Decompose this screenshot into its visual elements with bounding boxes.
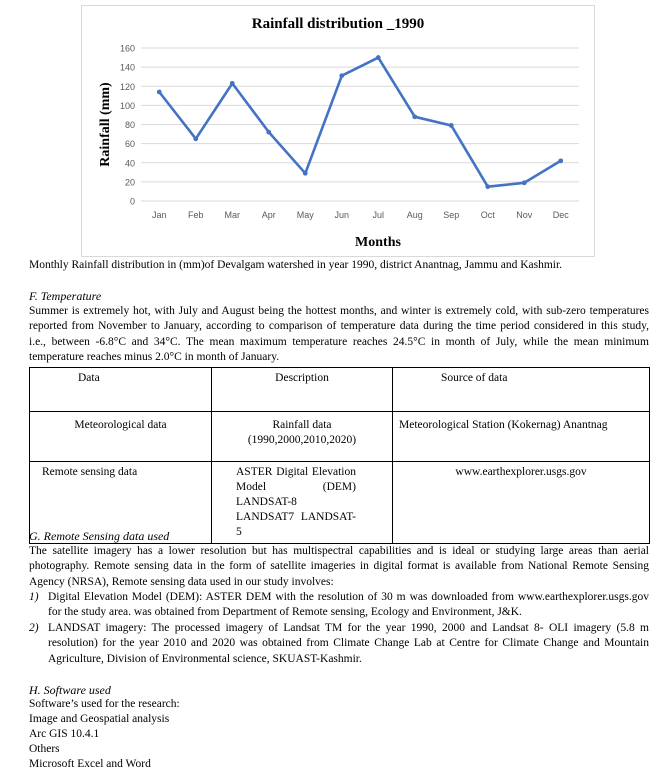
table-cell: Remote sensing data: [30, 462, 212, 544]
rainfall-chart: [81, 5, 595, 257]
data-point: [449, 123, 454, 128]
section-h-line: Image and Geospatial analysis: [29, 713, 170, 725]
section-f-paragraph: [29, 304, 649, 366]
table-cell: Rainfall data (1990,2000,2010,2020): [212, 412, 393, 462]
x-tick-label: Dec: [552, 210, 569, 220]
x-tick-label: Sep: [443, 210, 460, 220]
section-f-line: i.e., between -6.8°C and 34°C. The mean maximum temperature reaches 24.5°C in month of July, while the mean minimum: [29, 335, 649, 348]
section-h-heading: H. Software used: [29, 683, 111, 697]
list-line: resolution) for the year 2010 and 2020 was obtained from Climate Change Lab at Centre for Climate Change and Mountain: [48, 637, 649, 650]
y-tick-label: 100: [119, 100, 135, 111]
x-tick-label: Feb: [187, 210, 204, 220]
data-point: [157, 90, 162, 95]
data-sources-table: [29, 367, 650, 544]
table-cell: www.earthexplorer.usgs.gov: [393, 462, 650, 544]
section-h-line: Others: [29, 743, 60, 755]
x-tick-label: Nov: [516, 210, 533, 220]
x-tick-label: Jul: [372, 210, 385, 220]
list-line: LANDSAT imagery: The processed imagery of Landsat TM for the year 1990, 2000 and Landsat 8- OLI imagery (5.8 m: [48, 622, 649, 634]
y-tick-label: 60: [124, 139, 135, 150]
list-item: [29, 590, 649, 621]
section-g-line: photography. Remote sensing data in the form of satellite imageries in digital format is available from National Remote Sensing: [29, 560, 649, 573]
x-tick-label: Jan: [151, 210, 167, 220]
x-axis-label: Months: [355, 235, 401, 250]
data-point: [522, 180, 527, 185]
data-point: [266, 130, 271, 135]
y-tick-label: 140: [119, 62, 135, 73]
section-f-heading: F. Temperature: [29, 289, 102, 303]
data-point: [485, 184, 490, 189]
y-axis-label: Rainfall (mm): [98, 82, 113, 167]
list-number: 2): [29, 622, 39, 634]
y-tick-label: 0: [129, 196, 135, 207]
data-point: [230, 81, 235, 86]
data-point: [303, 171, 308, 176]
data-point: [339, 73, 344, 78]
x-tick-label: Aug: [406, 210, 423, 220]
y-tick-label: 40: [124, 158, 135, 169]
list-line: Digital Elevation Model (DEM): ASTER DEM with the resolution of 30 m was downloaded from www.earthexplorer.usgs.gov: [48, 591, 649, 603]
chart-title: Rainfall distribution _1990: [251, 16, 425, 32]
list-line: for the study area. was obtained from Department of Remote sensing, Ecology and Environment, J&K.: [48, 606, 522, 619]
table-row: [30, 412, 650, 462]
section-h-line: Arc GIS 10.4.1: [29, 728, 100, 740]
section-f-line: temperature reaches minus 2.0°C in month of January.: [29, 351, 280, 364]
table-header-cell: Data: [30, 368, 212, 412]
y-tick-label: 80: [124, 120, 135, 130]
x-tick-label: Apr: [261, 210, 276, 220]
section-h-line: Software’s used for the research:: [29, 698, 180, 710]
y-tick-label: 160: [119, 43, 135, 54]
section-h-line: Microsoft Excel and Word: [29, 758, 151, 770]
data-point: [376, 55, 381, 60]
section-g-heading: G. Remote Sensing data used: [29, 529, 170, 543]
list-line: Agriculture, Division of Environmental science, SKUAST-Kashmir.: [48, 652, 362, 665]
table-header-row: [30, 368, 650, 412]
data-point: [193, 136, 198, 141]
list-item: [29, 621, 649, 668]
table-header-cell: Description: [212, 368, 393, 412]
data-point: [412, 114, 417, 119]
x-tick-label: May: [296, 210, 314, 220]
list-number: 1): [29, 591, 39, 603]
x-tick-label: Mar: [224, 210, 240, 220]
y-tick-label: 120: [119, 81, 135, 92]
section-g-line: Agency (NRSA), Remote sensing data used in our study involves:: [29, 575, 334, 588]
section-f-line: reported from November to January, according to comparison of temperature data during the time period considered in this study,: [29, 320, 649, 333]
section-g-line: The satellite imagery has a lower resolution but has multispectral capabilities and is ideal or studying large areas than aerial: [29, 545, 649, 557]
series-line: [159, 58, 561, 187]
table-cell: Meteorological Station (Kokernag) Anantnag: [393, 412, 650, 462]
x-tick-label: Jun: [334, 210, 350, 220]
rainfall-chart-svg: [82, 6, 594, 256]
figure-caption: Monthly Rainfall distribution in (mm)of Devalgam watershed in year 1990, district Anantnag, Jammu and Kashmir.: [29, 259, 563, 271]
section-f-line: Summer is extremely hot, with July and August being the hottest months, and winter is extremely cold, with sub-zero temperatures: [29, 305, 649, 317]
table-header-cell: Source of data: [393, 368, 650, 412]
y-tick-label: 20: [124, 177, 135, 188]
section-g-paragraph: [29, 544, 649, 590]
data-point: [558, 158, 563, 163]
table-cell: Meteorological data: [30, 412, 212, 462]
x-tick-label: Oct: [480, 210, 495, 220]
table-cell: ASTER Digital Elevation Model (DEM) LANDSAT-8 LANDSAT7 LANDSAT-5: [212, 462, 393, 544]
